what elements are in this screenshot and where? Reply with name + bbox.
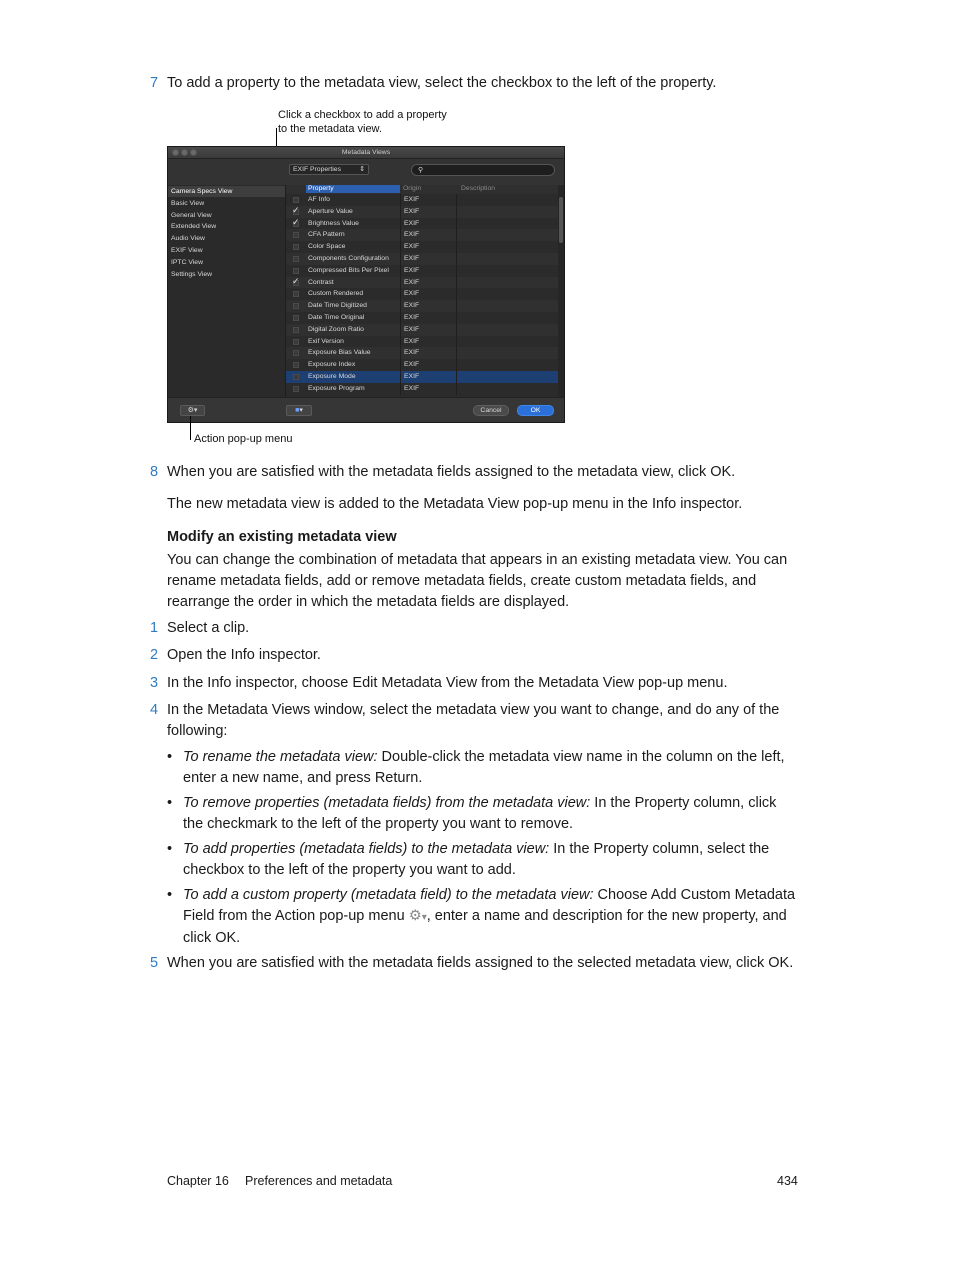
window-toolbar [168, 159, 564, 185]
bullet-mark: • [167, 841, 173, 857]
column-divider [400, 383, 401, 395]
add-icon: ■ [295, 407, 300, 414]
property-name: Digital Zoom Ratio [308, 325, 364, 333]
table-row[interactable] [286, 312, 558, 324]
step-number: 3 [150, 675, 159, 691]
column-divider [456, 253, 457, 265]
view-list-item[interactable]: EXIF View [171, 247, 203, 254]
bullet-text: Choose Add Custom Metadata Field from the Action pop-up menu [183, 887, 796, 924]
view-list-item[interactable]: Extended View [171, 223, 217, 231]
property-name: Color Space [308, 243, 346, 251]
action-callout-line [190, 416, 191, 440]
column-divider [456, 312, 457, 324]
ok-button[interactable]: OK [517, 405, 554, 416]
property-name: Exif Version [308, 337, 344, 345]
property-origin: EXIF [404, 231, 420, 239]
table-row[interactable] [286, 359, 558, 371]
table-row[interactable] [286, 265, 558, 277]
property-name: Custom Rendered [308, 290, 364, 298]
bullet-text-end: , enter a name and description for the new property, and click OK. [183, 908, 787, 946]
column-divider [400, 359, 401, 371]
bullet-lead: To add a custom property (metadata field) to the metadata view: [183, 887, 594, 903]
property-checkbox[interactable] [293, 303, 299, 309]
step-text: In the Info inspector, choose Edit Metadata View from the Metadata View pop-up menu. [167, 675, 728, 691]
property-checkbox[interactable] [293, 386, 299, 392]
column-divider [400, 229, 401, 241]
property-origin: EXIF [404, 302, 420, 310]
table-row[interactable] [286, 253, 558, 265]
step-text: In the Metadata Views window, select the metadata view you want to change, and do any of the following: [167, 702, 780, 739]
step-number: 5 [150, 955, 159, 971]
views-list [168, 185, 286, 397]
property-name: Aperture Value [308, 207, 353, 215]
property-checkbox[interactable] [293, 256, 299, 262]
bullet-lead: To add properties (metadata fields) to the metadata view: [183, 841, 550, 857]
scrollbar-thumb[interactable] [559, 197, 563, 243]
property-name: Components Configuration [308, 255, 389, 262]
property-checkbox[interactable] [293, 374, 299, 380]
column-divider [400, 336, 401, 348]
column-divider [400, 206, 401, 218]
property-checkbox[interactable] [293, 362, 299, 368]
property-origin: EXIF [404, 255, 420, 262]
property-checkbox[interactable] [293, 268, 299, 274]
step-text: To add a property to the metadata view, select the checkbox to the left of the property. [167, 75, 717, 91]
footer-section-link[interactable]: Preferences and metadata [245, 1174, 393, 1188]
view-list-item[interactable]: Settings View [171, 270, 213, 278]
property-origin: EXIF [404, 361, 420, 369]
window-titlebar [168, 147, 564, 159]
property-name: AF Info [308, 196, 330, 203]
column-header-description[interactable]: Description [461, 185, 495, 192]
column-divider [400, 300, 401, 312]
property-name: Brightness Value [308, 219, 359, 227]
step-number: 4 [150, 702, 159, 718]
search-icon: ⚲ [418, 167, 424, 174]
add-popup-button[interactable] [286, 405, 312, 416]
column-divider [456, 288, 457, 300]
bullet-lead: To remove properties (metadata fields) from the metadata view: [183, 795, 591, 811]
property-origin: EXIF [404, 373, 420, 380]
property-origin: EXIF [404, 219, 420, 227]
bullet-text: In the Property column, select the checkbox to the left of the property you want to add. [183, 841, 770, 878]
step-text: When you are satisfied with the metadata fields assigned to the metadata view, click OK. [167, 464, 736, 480]
property-origin: EXIF [404, 278, 420, 286]
bullet-lead: To rename the metadata view: [183, 749, 378, 765]
column-divider [456, 241, 457, 253]
cancel-button[interactable]: Cancel [473, 405, 509, 416]
property-name: Date Time Digitized [308, 302, 367, 310]
property-name: Exposure Index [308, 361, 356, 369]
property-origin: EXIF [404, 266, 420, 274]
step-number: 2 [150, 647, 159, 663]
column-divider [456, 194, 457, 206]
properties-table [286, 185, 558, 397]
chevron-down-icon: ▾ [193, 407, 198, 414]
property-name: Contrast [308, 278, 334, 286]
table-row[interactable] [286, 241, 558, 253]
table-scrollbar[interactable] [558, 185, 565, 397]
properties-popup-value: EXIF Properties [293, 166, 341, 173]
property-name: Exposure Bias Value [308, 349, 371, 357]
gear-icon: ⚙ [408, 908, 422, 924]
property-checkbox[interactable] [293, 291, 299, 297]
section-heading: Modify an existing metadata view [167, 529, 397, 545]
table-header [286, 185, 558, 194]
column-divider [400, 265, 401, 277]
column-divider [400, 312, 401, 324]
column-divider [400, 253, 401, 265]
property-origin: EXIF [404, 243, 420, 251]
column-divider [456, 206, 457, 218]
paragraph-intro: You can change the combination of metadata that appears in an existing metadata view. You can rename metadata fields, add or remove metadata fields, create custom metadata fields, and rearrange the order in which the metadata fields are displayed. [167, 552, 788, 610]
bullet-mark: • [167, 887, 173, 903]
table-row[interactable] [286, 206, 558, 218]
callout-checkbox: Click a checkbox to add a property to the metadata view. [278, 109, 447, 135]
view-list-item[interactable]: IPTC View [171, 258, 203, 266]
column-divider [456, 300, 457, 312]
column-divider [456, 347, 457, 359]
gear-icon: ⚙ [187, 407, 194, 414]
property-checkbox[interactable] [293, 327, 299, 333]
property-name: Compressed Bits Per Pixel [308, 266, 389, 274]
step-number: 7 [150, 75, 159, 91]
property-origin: EXIF [404, 314, 420, 321]
column-divider [456, 218, 457, 230]
table-row[interactable] [286, 383, 558, 395]
paragraph-result: The new metadata view is added to the Metadata View pop-up menu in the Info inspector. [167, 496, 743, 512]
step-number: 8 [150, 464, 159, 480]
column-divider [456, 324, 457, 336]
table-row[interactable] [286, 218, 558, 230]
property-checkbox[interactable] [293, 315, 299, 321]
property-name: Exposure Mode [308, 373, 356, 380]
table-row[interactable] [286, 371, 558, 383]
updown-arrows-icon: ⇕ [359, 166, 365, 173]
property-origin: EXIF [404, 290, 420, 298]
column-divider [400, 194, 401, 206]
window-title: Metadata Views [341, 148, 391, 156]
footer-chapter: Chapter 16 [167, 1174, 229, 1188]
column-divider [456, 359, 457, 371]
table-row[interactable] [286, 347, 558, 359]
column-divider [456, 383, 457, 395]
bullet-mark: • [167, 795, 173, 811]
column-header-origin[interactable]: Origin [403, 185, 422, 192]
column-divider [400, 218, 401, 230]
chevron-down-icon: ▾ [421, 912, 427, 923]
table-row[interactable] [286, 194, 558, 206]
step-text: When you are satisfied with the metadata fields assigned to the selected metadata view, click OK. [167, 955, 794, 971]
property-origin: EXIF [404, 384, 420, 392]
property-origin: EXIF [404, 207, 420, 215]
step-text: Open the Info inspector. [167, 647, 321, 663]
property-name: CFA Pattern [308, 231, 345, 239]
checkmark-icon[interactable]: ✓ [292, 216, 300, 227]
metadata-views-window [167, 146, 565, 423]
checkmark-icon[interactable]: ✓ [292, 275, 300, 286]
chevron-down-icon: ▾ [299, 407, 303, 414]
page-number: 434 [777, 1174, 798, 1188]
column-divider [400, 288, 401, 300]
bullet-text: Double-click the metadata view name in the column on the left, enter a new name, and press Return. [183, 749, 785, 786]
table-row[interactable] [286, 288, 558, 300]
view-list-item[interactable]: Camera Specs View [168, 186, 285, 197]
property-origin: EXIF [404, 196, 420, 203]
property-checkbox[interactable] [293, 244, 299, 250]
column-divider [400, 241, 401, 253]
column-divider [456, 371, 457, 383]
property-name: Exposure Program [308, 384, 365, 392]
column-divider [456, 336, 457, 348]
column-divider [400, 277, 401, 289]
column-divider [400, 324, 401, 336]
view-list-item[interactable]: General View [171, 211, 212, 219]
table-row[interactable] [286, 300, 558, 312]
property-origin: EXIF [404, 349, 420, 357]
step-number: 1 [150, 620, 159, 636]
action-popup-button[interactable] [180, 405, 205, 416]
bullet-mark: • [167, 749, 173, 765]
column-divider [456, 229, 457, 241]
property-checkbox[interactable] [293, 350, 299, 356]
column-header-property[interactable]: Property [306, 185, 400, 193]
property-origin: EXIF [404, 337, 420, 345]
property-origin: EXIF [404, 325, 420, 333]
checkmark-icon[interactable]: ✓ [292, 204, 300, 215]
step-text: Select a clip. [167, 620, 250, 636]
table-row[interactable] [286, 336, 558, 348]
property-checkbox[interactable] [293, 339, 299, 345]
view-list-item[interactable]: Audio View [171, 235, 205, 243]
table-row[interactable] [286, 277, 558, 289]
bullet-text: In the Property column, click the checkmark to the left of the property you want to remove. [183, 795, 777, 832]
property-checkbox[interactable] [293, 197, 299, 203]
column-divider [400, 371, 401, 383]
table-row[interactable] [286, 229, 558, 241]
table-row[interactable] [286, 324, 558, 336]
callout-action: Action pop-up menu [194, 433, 293, 445]
property-name: Date Time Original [308, 314, 365, 321]
column-divider [456, 277, 457, 289]
window-bottom-bar [168, 397, 564, 423]
column-divider [400, 347, 401, 359]
properties-popup[interactable] [289, 164, 369, 175]
search-field[interactable] [411, 164, 555, 176]
property-checkbox[interactable] [293, 232, 299, 238]
column-divider [456, 265, 457, 277]
view-list-item[interactable]: Basic View [171, 199, 205, 207]
